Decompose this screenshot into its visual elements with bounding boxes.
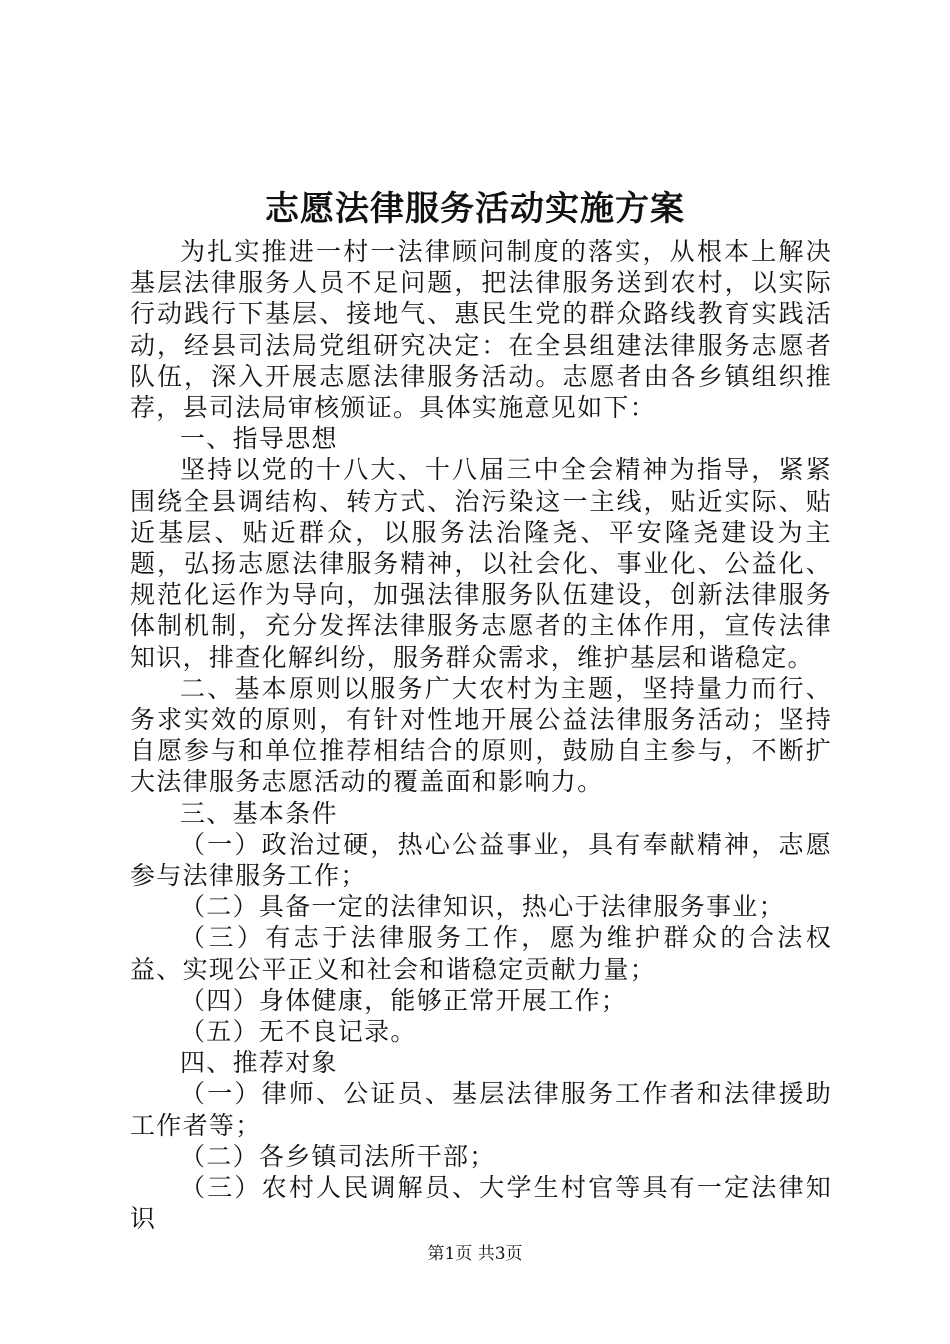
- document-title: 志愿法律服务活动实施方案: [265, 189, 685, 229]
- candidate-item-1: （一）律师、公证员、基层法律服务工作者和法律援助工作者等；: [130, 1079, 832, 1140]
- paragraph-guiding-ideology: 坚持以党的十八大、十八届三中全会精神为指导，紧紧围绕全县调结构、转方式、治污染这一主线，贴近实际、贴近基层、贴近群众，以服务法治隆尧、平安隆尧建设为主题，弘扬志愿法律服务精神，以社会化、事业化、公益化、规范化运作为导向，加强法律服务队伍建设，创新法律服务体制机制，充分发挥法律服务志愿者的主体作用，宣传法律知识，排查化解纠纷，服务群众需求，维护基层和谐稳定。: [130, 455, 832, 672]
- paragraph-basic-principles: 二、基本原则以服务广大农村为主题，坚持量力而行、务求实效的原则，有针对性地开展公益法律服务活动；坚持自愿参与和单位推荐相结合的原则，鼓励自主参与，不断扩大法律服务志愿活动的覆盖面和影响力。: [130, 673, 832, 797]
- heading-recommended-candidates: 四、推荐对象: [180, 1048, 338, 1078]
- heading-guiding-ideology: 一、指导思想: [180, 424, 338, 454]
- candidate-item-3: （三）农村人民调解员、大学生村官等具有一定法律知识: [130, 1173, 832, 1234]
- condition-item-1: （一）政治过硬，热心公益事业，具有奉献精神，志愿参与法律服务工作；: [130, 829, 832, 891]
- condition-item-5: （五）无不良记录。: [180, 1017, 417, 1047]
- heading-basic-conditions: 三、基本条件: [180, 798, 338, 828]
- page-number: 第1页 共3页: [427, 1244, 523, 1264]
- condition-item-4: （四）身体健康，能够正常开展工作；: [180, 985, 628, 1015]
- condition-item-3: （三）有志于法律服务工作，愿为维护群众的合法权益、实现公平正义和社会和谐稳定贡献力量；: [130, 923, 832, 984]
- candidate-item-2: （二）各乡镇司法所干部；: [180, 1141, 496, 1171]
- document-body: [130, 236, 832, 1235]
- paragraph-intro: 为扎实推进一村一法律顾问制度的落实，从根本上解决基层法律服务人员不足问题，把法律服务送到农村，以实际行动践行下基层、接地气、惠民生党的群众路线教育实践活动，经县司法局党组研究决定：在全县组建法律服务志愿者队伍，深入开展志愿法律服务活动。志愿者由各乡镇组织推荐，县司法局审核颁证。具体实施意见如下：: [130, 237, 832, 423]
- condition-item-2: （二）具备一定的法律知识，热心于法律服务事业；: [180, 892, 785, 922]
